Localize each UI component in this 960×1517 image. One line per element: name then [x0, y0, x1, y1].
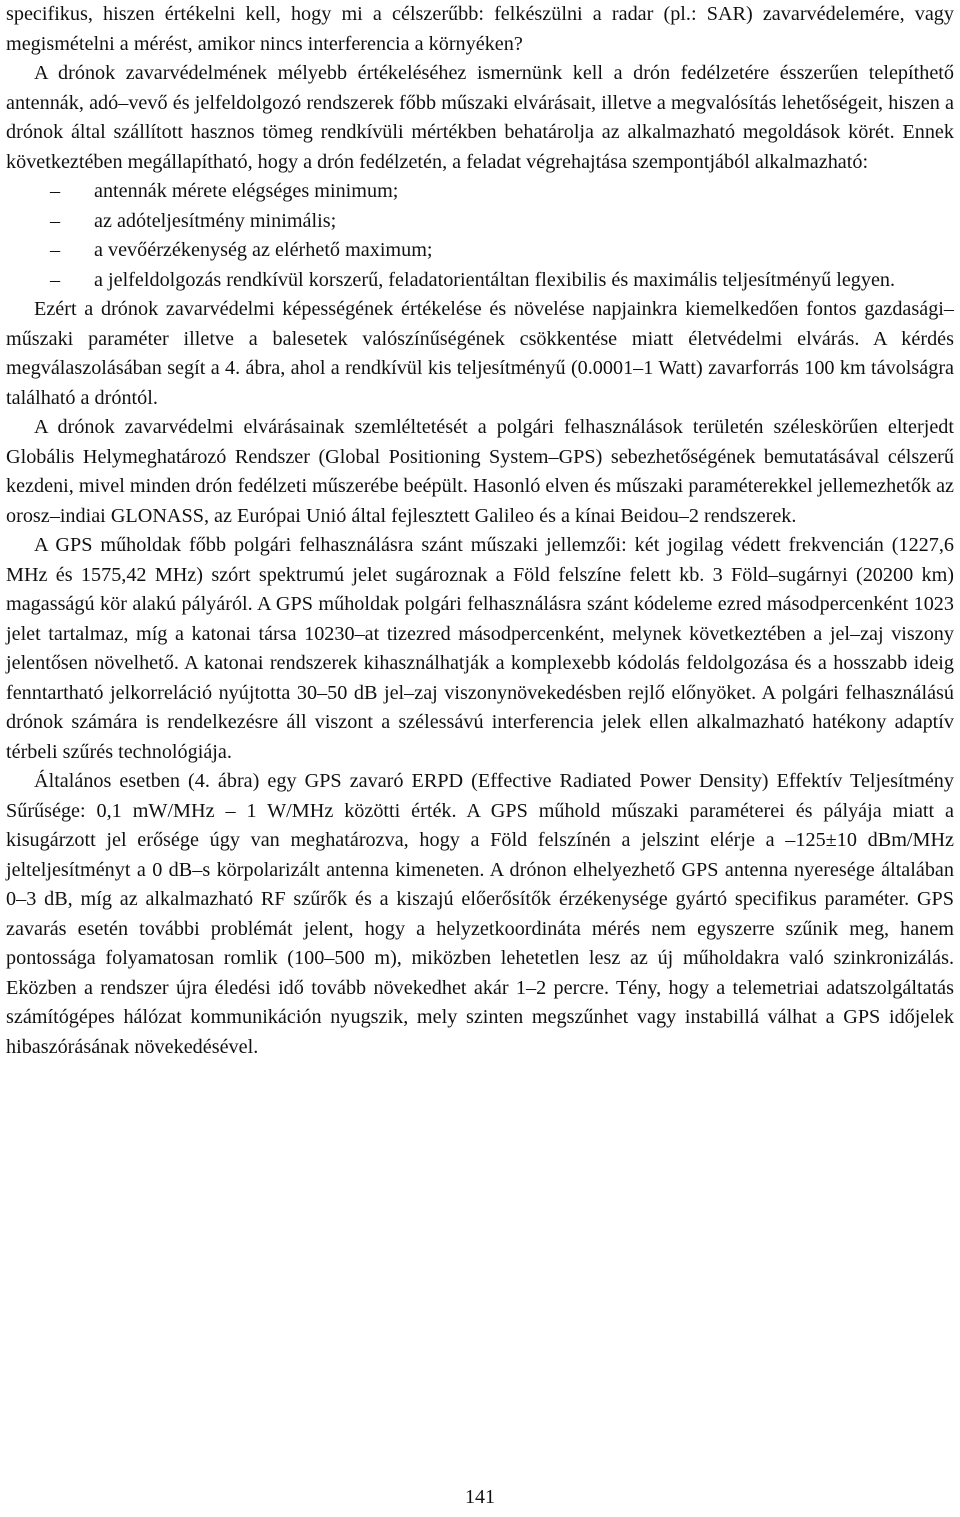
- requirements-list: [6, 177, 954, 295]
- paragraph-continued: specifikus, hiszen értékelni kell, hogy mi a célszerűbb: felkészülni a radar (pl.: SAR) zavarvédelemére, vagy megismételni a mérést, amikor nincs interferencia a környéken?: [6, 3, 954, 55]
- bullet-dash: –: [50, 239, 61, 261]
- list-item: [6, 207, 954, 237]
- paragraph-gps-jammer-erpd: Általános esetben (4. ábra) egy GPS zavaró ERPD (Effective Radiated Power Density) Effektív Teljesítmény Sűrűsége: 0,1 mW/MHz – 1 W/MHz közötti érték. A GPS műhold műszaki paraméterei és pályája miatt a kisugárzott jel erősége úgy van meghatározva, hogy a Föld felszínén a jelszint elérje a –125±10 dBm/MHz jelteljesítményt a 0 dB–s körpolarizált antenna kimeneten. A drónon elhelyezhető GPS antenna nyeresége általában 0–3 dB, míg az alkalmazható RF szűrők és a kiszajú előerősítők érzékenysége gyártó specifikus paraméter. GPS zavarás esetén további problémát jelent, hogy a helyzetkoordináta mérés nem egyszerre szűnik meg, hanem pontossága folyamatosan romlik (100–500 m), miközben lehetetlen lesz az új műholdakra való szinkronizálás. Eközben a rendszer újra éledési idő tovább növekedhet akár 1–2 percre. Tény, hogy a telemetriai adatszolgáltatás számítógépes hálózat kommunikáción nyugszik, mely szinten megszűnhet vagy instabillá válhat a GPS időjelek hibaszórásának növekedésével.: [6, 770, 954, 1058]
- list-item-text: az adóteljesítmény minimális;: [94, 209, 337, 232]
- list-item: [6, 177, 954, 207]
- list-item-text: a vevőérzékenység az elérhető maximum;: [94, 239, 433, 261]
- document-page: [6, 0, 954, 1062]
- list-item: [6, 236, 954, 266]
- bullet-dash: –: [50, 180, 61, 202]
- list-item-text: a jelfeldolgozás rendkívül korszerű, feladatorientáltan flexibilis és maximális teljesítményű legyen.: [94, 268, 896, 291]
- paragraph-jamming-importance: Ezért a drónok zavarvédelmi képességének értékelése és növelése napjainkra kiemelkedően fontos gazdasági–műszaki paraméter illetve a balesetek valószínűségének csökkentése miatt életvédelmi elvárás. A kérdés megválaszolásában segít a 4. ábra, ahol a rendkívül kis teljesítményű (0.0001–1 Watt) zavarforrás 100 km távolságra található a dróntól.: [6, 298, 954, 409]
- list-item: [6, 266, 954, 296]
- paragraph-gps-characteristics: A GPS műholdak főbb polgári felhasználásra szánt műszaki jellemzői: két jogilag védett frekvencián (1227,6 MHz és 1575,42 MHz) szórt spektrumú jelet sugároznak a Föld felszíne felett kb. 3 Föld–sugárnyi (20200 km) magasságú kör alakú pályáról. A GPS műholdak polgári felhasználásra szánt kódeleme ezred másodpercenként 1023 jelet tartalmaz, míg a katonai társa 10230–at tizezred másodpercenként, melynek következtében a jel–zaj viszony jelentősen növelhető. A katonai rendszerek kihasználhatják a komplexebb kódolás feldolgozása és a hosszabb ideig fenntartható jelkorreláció nyújtotta 30–50 dB jel–zaj viszonynövekedésben rejlő előnyöket. A polgári felhasználású drónok számára is rendelkezésre áll viszont a szélessávú interferencia jelek ellen alkalmazható hatékony adaptív térbeli szűrés technológiája.: [6, 534, 954, 763]
- page-number: 141: [465, 1486, 495, 1508]
- bullet-dash: –: [50, 209, 61, 232]
- bullet-dash: –: [50, 268, 61, 291]
- list-item-text: antennák mérete elégséges minimum;: [94, 180, 399, 202]
- paragraph-gps-vulnerability: A drónok zavarvédelmi elvárásainak szemléltetését a polgári felhasználások területén széleskörűen elterjedt Globális Helymeghatározó Rendszer (Global Positioning System–GPS) sebezhetőségének bemutatásával célszerű kezdeni, mivel minden drón fedélzeti műszerébe beépült. Hasonló elven és műszaki paraméterekkel jellemezhetők az orosz–indiai GLONASS, az Európai Unió által fejlesztett Galileo és a kínai Beidou–2 rendszerek.: [6, 416, 954, 527]
- paragraph-requirements-intro: A drónok zavarvédelmének mélyebb értékeléséhez ismernünk kell a drón fedélzetére ésszerűen telepíthető antennák, adó–vevő és jelfeldolgozó rendszerek főbb műszaki elvárásait, illetve a megvalósítás lehetőségeit, hiszen a drónok által szállított hasznos tömeg rendkívüli mértékben behatárolja az alkalmazható megoldások körét. Ennek következtében megállapítható, hogy a drón fedélzetén, a feladat végrehajtása szempontjából alkalmazható:: [6, 62, 954, 173]
